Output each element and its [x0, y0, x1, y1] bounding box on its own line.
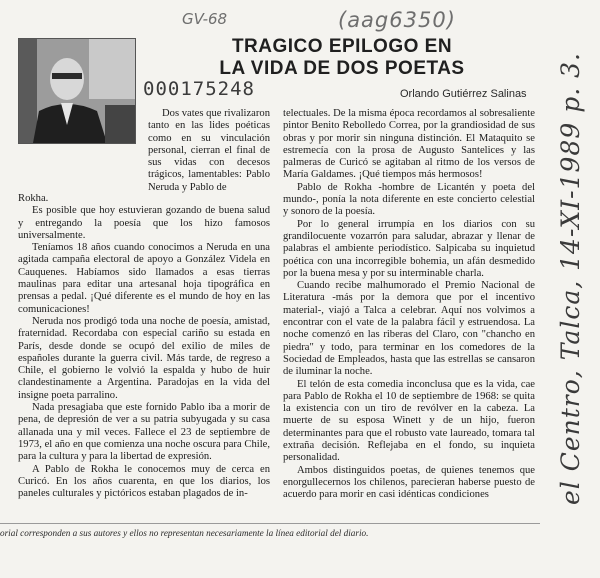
handwritten-code: GV-68 — [182, 10, 228, 28]
handwritten-source-date: el Centro, Talca, 14-XI-1989 p. 3. — [556, 52, 585, 505]
headline-line-1: TRAGICO EPILOGO EN — [231, 36, 453, 57]
paragraph: Cuando recibe malhumorado el Premio Nacional de Literatura -más por la demora que por el incentivo material-, viajó a Talca a celebrar. Aquí nos volvimos a encontrar con el vate de la palabra fácil y estruendosa. La noche comenzó en las riberas del Claro, con "chancho en piedra" y todo, para terminar en los comedores de la Sociedad de Empleados, hasta que las estrellas se cansaron de iluminar la noche. — [283, 280, 535, 378]
paragraph: El telón de esta comedia inconclusa que es la vida, cae para Pablo de Rokha el 10 de septiembre de 1968: se quita la existencia con un tiro de revólver en la cabeza. La muerte de su esposa Winett y de un hijo, fueron determinantes para que el robusto vate laureado, tomara tal extraña decisión. Reflejaba en el fondo, su inquieta personalidad. — [283, 378, 535, 464]
paragraph: Teníamos 18 años cuando conocimos a Neruda en una agitada campaña electoral de apoyo a González Videla en Cauquenes. Habíamos sido llamados a esas tierras maulinas para editar una artesanal hoja tipográfica en prensas a pedal. ¡Qué diferente es el mundo de hoy en las comunicaciones! — [18, 242, 270, 315]
footer-divider — [0, 523, 540, 524]
catalog-number: 000175248 — [143, 78, 255, 100]
editorial-disclaimer: orial corresponden a sus autores y ellos no representan necesariamente la línea editorial del diario. — [0, 528, 369, 538]
byline: Orlando Gutiérrez Salinas — [400, 88, 527, 100]
paragraph: Neruda nos prodigó toda una noche de poesía, amistad, fraternidad. Recordaba con especial cariño su estada en París, desde donde se ocupó del exilio de miles de españoles durante la guerra civil. Más tarde, de regreso a Chile, el gobierno le volvió la espalda y hubo de huir clandestinamente a Argentina. Paradojas en la vida del insigne poeta parralino. — [18, 315, 270, 401]
paragraph-continuation: Rokha. — [18, 193, 49, 204]
paragraph-continuation: telectuales. De la misma época recordamos al sobresaliente pintor Benito Rebolledo Correa, por la grandiosidad de sus obras y por morir sin ninguna distinción. El Mataquito se estremecía con la prosa de Augusto Santelices y las palmeras de Curicó se agitaban al ritmo de los versos de María Galdames. ¡Qué tiempos más hermosos! — [283, 108, 535, 181]
paragraph-intro: Dos vates que rivalizaron tanto en las lides poéticas como en su vinculación personal, cierran el final de sus vidas con decesos trágicos, lamentables: Pablo Neruda y Pablo de — [148, 108, 270, 193]
column-right — [283, 108, 535, 502]
column-left — [18, 193, 270, 500]
paragraph: Pablo de Rokha -hombre de Licantén y poeta del mundo-, ponía la nota diferente en este concierto celestial y sonoro de la poesía. — [283, 181, 535, 218]
column-left-top — [148, 108, 270, 194]
author-photo — [18, 38, 136, 144]
paragraph: Por lo general irrumpía en los diarios con su grandilocuente vozarrón para saludar, abrazar y llenar de palabras el ambiente periodístico. Salpicaba su inquietud poética con una incorregible bohemia, un afán desmedido por la buena mesa y por su interminable charla. — [283, 218, 535, 279]
headline — [182, 36, 502, 80]
paragraph: Ambos distinguidos poetas, de quienes tenemos que enorgullecernos los chilenos, parecieran haberse puesto de acuerdo para morir en casi idénticas condiciones — [283, 464, 535, 501]
paragraph: Es posible que hoy estuvieran gozando de buena salud y entregando la poesía que los hizo famosos universalmente. — [18, 205, 270, 241]
headline-line-2: LA VIDA DE DOS POETAS — [219, 58, 465, 79]
paragraph: Nada presagiaba que este fornido Pablo iba a morir de pena, de depresión de ver a su patria subyugada y su casa allanada una y mil veces. Fallece el 23 de septiembre de 1973, el año en que comienza una noche oscura para Chile, para la cultura y para la libertad de expresión. — [18, 402, 270, 463]
paragraph: A Pablo de Rokha le conocemos muy de cerca en Curicó. En los años cuarenta, en que los diarios, los paneles culturales y pictóricos estaban plagados de in- — [18, 463, 270, 500]
portrait-image — [19, 39, 135, 143]
handwritten-reference: (aag6350) — [338, 8, 456, 32]
